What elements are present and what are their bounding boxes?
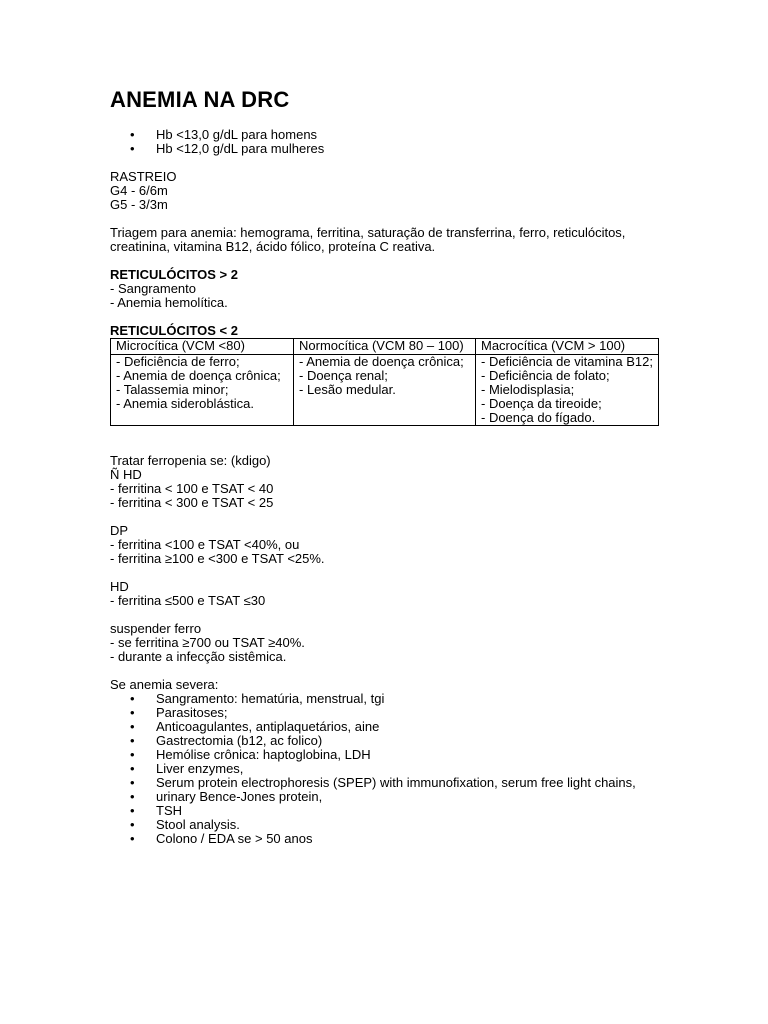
ret-high-heading: RETICULÓCITOS > 2: [110, 267, 238, 282]
tratar-subheading: Ñ HD: [110, 467, 142, 482]
triagem-section: [110, 226, 658, 254]
tratar-line: - ferritina < 100 e TSAT < 40: [110, 481, 274, 496]
anemia-classification-table: [110, 338, 659, 426]
triagem-paragraph: Triagem para anemia: hemograma, ferritina, saturação de transferrina, ferro, reticulócitos, creatinina, vitamina B12, ácido fólico, proteína C reativa.: [110, 225, 626, 254]
dp-heading: DP: [110, 523, 129, 538]
table-cell-macrocitica: [476, 355, 659, 426]
dp-line: - ferritina ≥100 e <300 e TSAT <25%.: [110, 551, 325, 566]
list-item: • Hb <12,0 g/dL para mulheres: [130, 142, 658, 156]
ret-low-section: [110, 324, 658, 426]
table-header-cell: Normocítica (VCM 80 – 100): [294, 339, 476, 355]
hd-line: - ferritina ≤500 e TSAT ≤30: [110, 593, 266, 608]
list-item: • Sangramento: hematúria, menstrual, tgi: [130, 692, 658, 706]
table-header-row: [111, 339, 659, 355]
cell-line: - Lesão medular.: [299, 382, 396, 397]
cell-line: - Deficiência de vitamina B12;: [481, 354, 653, 369]
suspender-section: [110, 622, 658, 664]
dp-line: - ferritina <100 e TSAT <40%, ou: [110, 537, 300, 552]
cell-line: - Doença da tireoide;: [481, 396, 602, 411]
hb-criteria-list: [110, 128, 658, 156]
suspender-heading: suspender ferro: [110, 621, 202, 636]
ret-high-section: [110, 268, 658, 310]
list-item: • Hb <13,0 g/dL para homens: [130, 128, 658, 142]
cell-line: - Anemia de doença crônica;: [116, 368, 281, 383]
tratar-heading: Tratar ferropenia se: (kdigo): [110, 453, 271, 468]
cell-line: - Deficiência de folato;: [481, 368, 610, 383]
severa-heading: Se anemia severa:: [110, 677, 219, 692]
table-header-cell: Macrocítica (VCM > 100): [476, 339, 659, 355]
table-header-cell: Microcítica (VCM <80): [111, 339, 294, 355]
dp-section: [110, 524, 658, 566]
suspender-line: - durante a infecção sistêmica.: [110, 649, 287, 664]
tratar-line: - ferritina < 300 e TSAT < 25: [110, 495, 274, 510]
table-cell-normocitica: [294, 355, 476, 426]
list-item: • TSH: [130, 804, 658, 818]
cell-line: - Mielodisplasia;: [481, 382, 575, 397]
list-item: • Liver enzymes,: [130, 762, 658, 776]
tratar-section: [110, 454, 658, 510]
ret-high-line: - Sangramento: [110, 281, 196, 296]
cell-line: - Doença do fígado.: [481, 410, 596, 425]
list-item: • Hemólise crônica: haptoglobina, LDH: [130, 748, 658, 762]
list-item: • Serum protein electrophoresis (SPEP) with immunofixation, serum free light chains,: [130, 776, 658, 790]
table-cell-microcitica: [111, 355, 294, 426]
hd-heading: HD: [110, 579, 129, 594]
list-item: • Stool analysis.: [130, 818, 658, 832]
list-item: • Anticoagulantes, antiplaquetários, aine: [130, 720, 658, 734]
list-item: • Colono / EDA se > 50 anos: [130, 832, 658, 846]
document-title: ANEMIA NA DRC: [110, 87, 290, 112]
list-item: • Parasitoses;: [130, 706, 658, 720]
cell-line: - Anemia de doença crônica;: [299, 354, 464, 369]
rastreio-section: [110, 170, 658, 212]
ret-high-line: - Anemia hemolítica.: [110, 295, 228, 310]
rastreio-line: G5 - 3/3m: [110, 197, 168, 212]
ret-low-heading: RETICULÓCITOS < 2: [110, 323, 238, 338]
list-item: • Gastrectomia (b12, ac folico): [130, 734, 658, 748]
suspender-line: - se ferritina ≥700 ou TSAT ≥40%.: [110, 635, 305, 650]
severa-section: [110, 678, 658, 846]
severa-list: [110, 692, 658, 846]
rastreio-line: G4 - 6/6m: [110, 183, 168, 198]
list-item: • urinary Bence-Jones protein,: [130, 790, 658, 804]
hd-section: [110, 580, 658, 608]
cell-line: - Deficiência de ferro;: [116, 354, 240, 369]
table-row: [111, 355, 659, 426]
cell-line: - Talassemia minor;: [116, 382, 229, 397]
cell-line: - Doença renal;: [299, 368, 388, 383]
rastreio-heading: RASTREIO: [110, 169, 177, 184]
cell-line: - Anemia sideroblástica.: [116, 396, 255, 411]
